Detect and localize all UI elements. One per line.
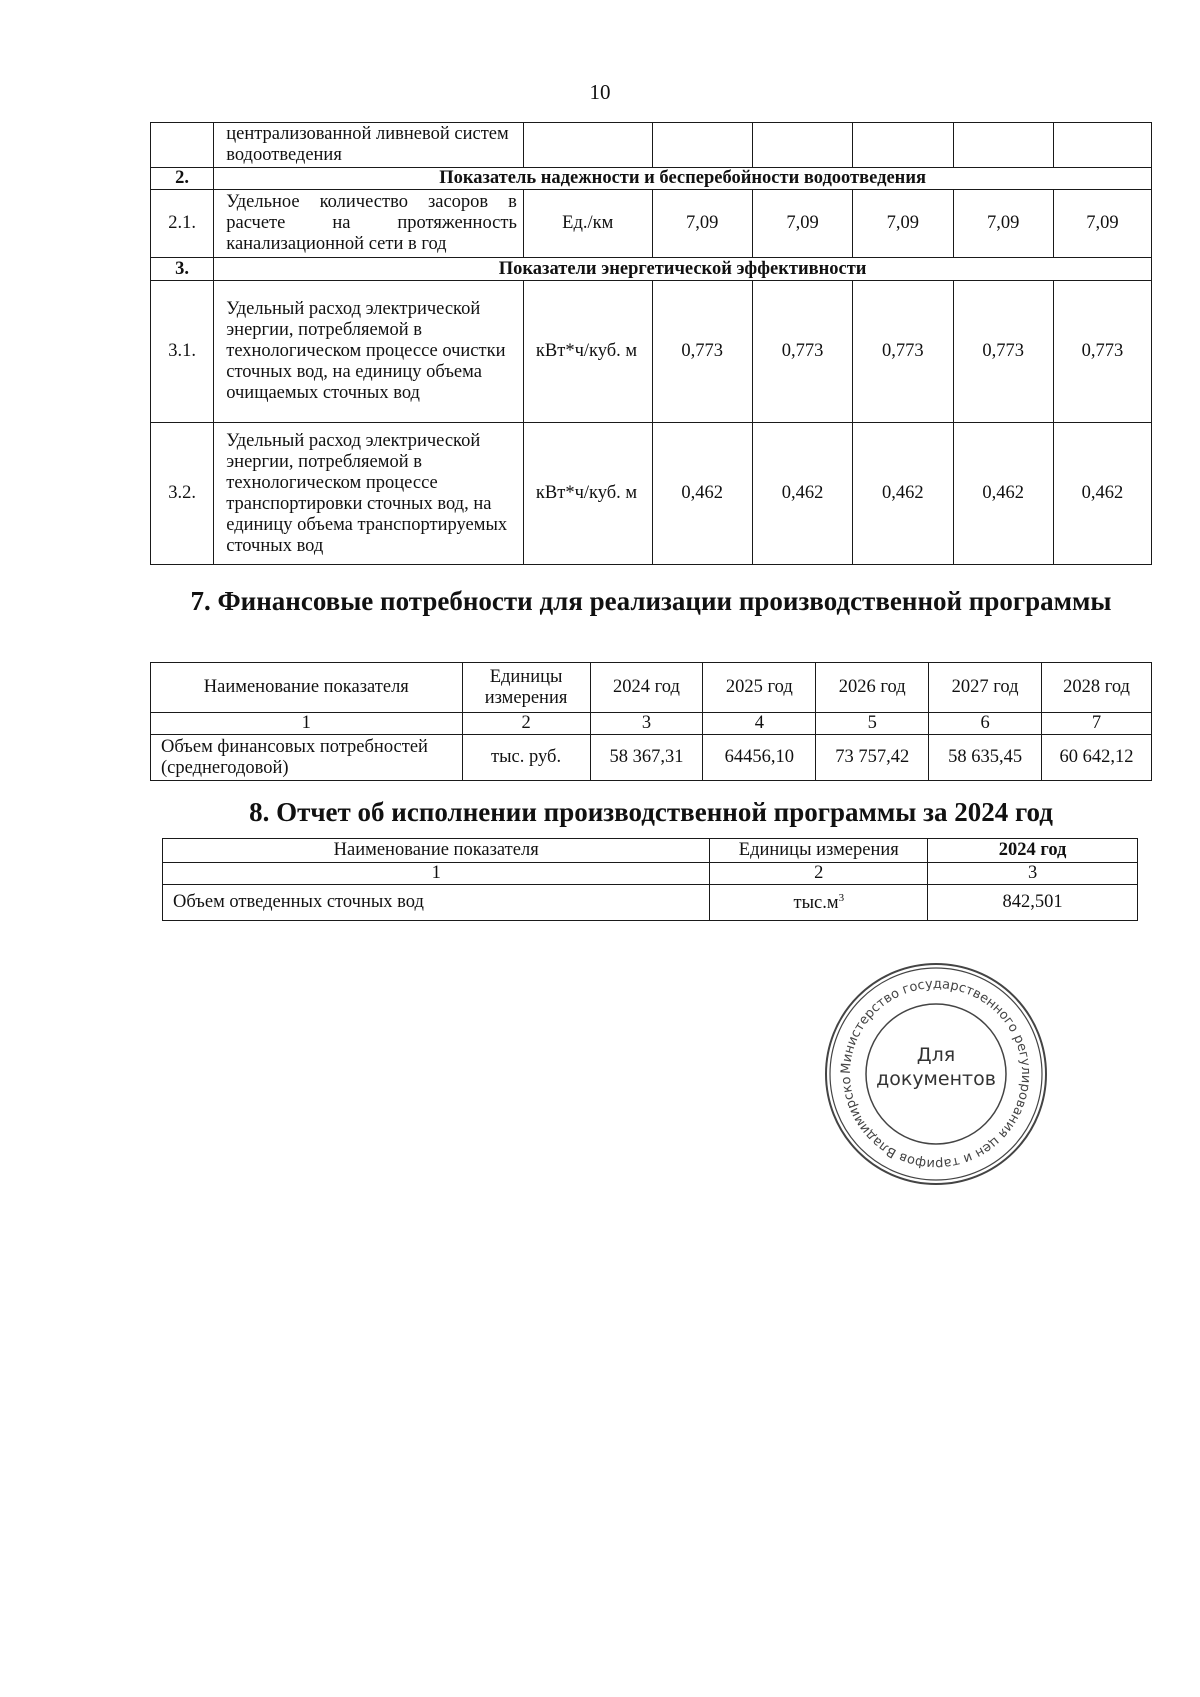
column-index: 3 xyxy=(928,863,1138,885)
column-index: 6 xyxy=(929,713,1042,735)
value-cell: 0,462 xyxy=(953,423,1053,565)
stamp-ring-text: Министерство государственного регулирования цен и тарифов Владимирско xyxy=(838,976,1034,1172)
column-index: 2 xyxy=(462,713,590,735)
column-index: 3 xyxy=(590,713,703,735)
table-header-row xyxy=(151,663,1152,713)
unit-cell: тыс. руб. xyxy=(462,735,590,781)
column-header: Наименование показателя xyxy=(151,663,463,713)
value-cell: 0,773 xyxy=(1053,281,1151,423)
unit-cell: Ед./км xyxy=(523,190,652,258)
indicator-name: Удельный расход электрической энергии, потребляемой в технологическом процессе очистки сточных вод, на единицу объема очищаемых сточных вод xyxy=(214,281,524,423)
value-cell: 0,462 xyxy=(752,423,852,565)
row-number: 2.1. xyxy=(151,190,214,258)
column-index: 1 xyxy=(163,863,710,885)
indicator-name: Удельный расход электрической энергии, потребляемой в технологическом процессе транспортировки сточных вод, на единицу объема транспортируемых сточных вод xyxy=(214,423,524,565)
section-8-heading: 8. Отчет об исполнении производственной программы за 2024 год xyxy=(249,797,1053,827)
column-header: 2028 год xyxy=(1042,663,1152,713)
table-cell xyxy=(151,123,214,168)
section-row xyxy=(151,258,1152,281)
page-number: 10 xyxy=(589,80,611,104)
section-title: Показатель надежности и бесперебойности водоотведения xyxy=(214,168,1152,190)
value-cell: 0,773 xyxy=(953,281,1053,423)
indicator-name-line: канализационной сети в год xyxy=(226,234,447,255)
index-row xyxy=(163,863,1138,885)
table-cell xyxy=(1053,123,1151,168)
official-stamp xyxy=(822,960,1050,1188)
unit-cell: кВт*ч/куб. м xyxy=(523,281,652,423)
value-cell: 7,09 xyxy=(953,190,1053,258)
value-cell: 73 757,42 xyxy=(816,735,929,781)
column-header: 2024 год xyxy=(590,663,703,713)
row-number: 3.1. xyxy=(151,281,214,423)
indicator-name-line: Удельное количество засоров в xyxy=(226,192,517,213)
table-header-row xyxy=(163,839,1138,863)
column-header: 2024 год xyxy=(928,839,1138,863)
section-row xyxy=(151,168,1152,190)
column-index: 2 xyxy=(710,863,928,885)
value-cell: 7,09 xyxy=(752,190,852,258)
value-cell: 0,462 xyxy=(853,423,953,565)
value-cell: 58 367,31 xyxy=(590,735,703,781)
row-number: 3.2. xyxy=(151,423,214,565)
indicator-name xyxy=(214,190,524,258)
indicator-name: Объем финансовых потребностей (среднегодовой) xyxy=(151,735,463,781)
section-number: 3. xyxy=(151,258,214,281)
indicator-name-line: расчете на протяженность xyxy=(226,213,517,234)
value-cell: 842,501 xyxy=(928,885,1138,921)
column-index: 5 xyxy=(816,713,929,735)
value-cell: 0,773 xyxy=(853,281,953,423)
table-cell xyxy=(953,123,1053,168)
value-cell: 0,773 xyxy=(752,281,852,423)
table-row xyxy=(151,735,1152,781)
indicator-name: централизованной ливневой систем водоотведения xyxy=(214,123,524,168)
table-cell xyxy=(652,123,752,168)
financial-needs-table xyxy=(150,662,1152,781)
value-cell: 0,773 xyxy=(652,281,752,423)
value-cell: 7,09 xyxy=(853,190,953,258)
stamp-center-line: Для xyxy=(916,1044,956,1066)
column-header: 2025 год xyxy=(703,663,816,713)
value-cell: 64456,10 xyxy=(703,735,816,781)
value-cell: 0,462 xyxy=(652,423,752,565)
table-row xyxy=(151,423,1152,565)
column-index: 1 xyxy=(151,713,463,735)
column-index: 7 xyxy=(1042,713,1152,735)
value-cell: 60 642,12 xyxy=(1042,735,1152,781)
index-row xyxy=(151,713,1152,735)
section-number: 2. xyxy=(151,168,214,190)
column-header: 2027 год xyxy=(929,663,1042,713)
table-row xyxy=(151,190,1152,258)
program-report-table xyxy=(162,838,1138,921)
column-header: 2026 год xyxy=(816,663,929,713)
table-row xyxy=(151,123,1152,168)
section-7-heading: 7. Финансовые потребности для реализации производственной программы xyxy=(190,586,1112,616)
unit-text: тыс.м xyxy=(793,892,839,913)
unit-superscript: 3 xyxy=(838,891,845,904)
unit-cell xyxy=(710,885,928,921)
stamp-center-line: документов xyxy=(876,1068,996,1090)
value-cell: 0,462 xyxy=(1053,423,1151,565)
value-cell: 58 635,45 xyxy=(929,735,1042,781)
value-cell: 7,09 xyxy=(652,190,752,258)
indicators-table xyxy=(150,122,1152,565)
table-cell xyxy=(752,123,852,168)
column-header: Единицы измерения xyxy=(710,839,928,863)
column-index: 4 xyxy=(703,713,816,735)
table-row xyxy=(151,281,1152,423)
indicator-name: Объем отведенных сточных вод xyxy=(163,885,710,921)
section-title: Показатели энергетической эффективности xyxy=(214,258,1152,281)
table-row xyxy=(163,885,1138,921)
column-header: Единицы измерения xyxy=(462,663,590,713)
table-cell xyxy=(853,123,953,168)
column-header: Наименование показателя xyxy=(163,839,710,863)
table-cell xyxy=(523,123,652,168)
value-cell: 7,09 xyxy=(1053,190,1151,258)
unit-cell: кВт*ч/куб. м xyxy=(523,423,652,565)
